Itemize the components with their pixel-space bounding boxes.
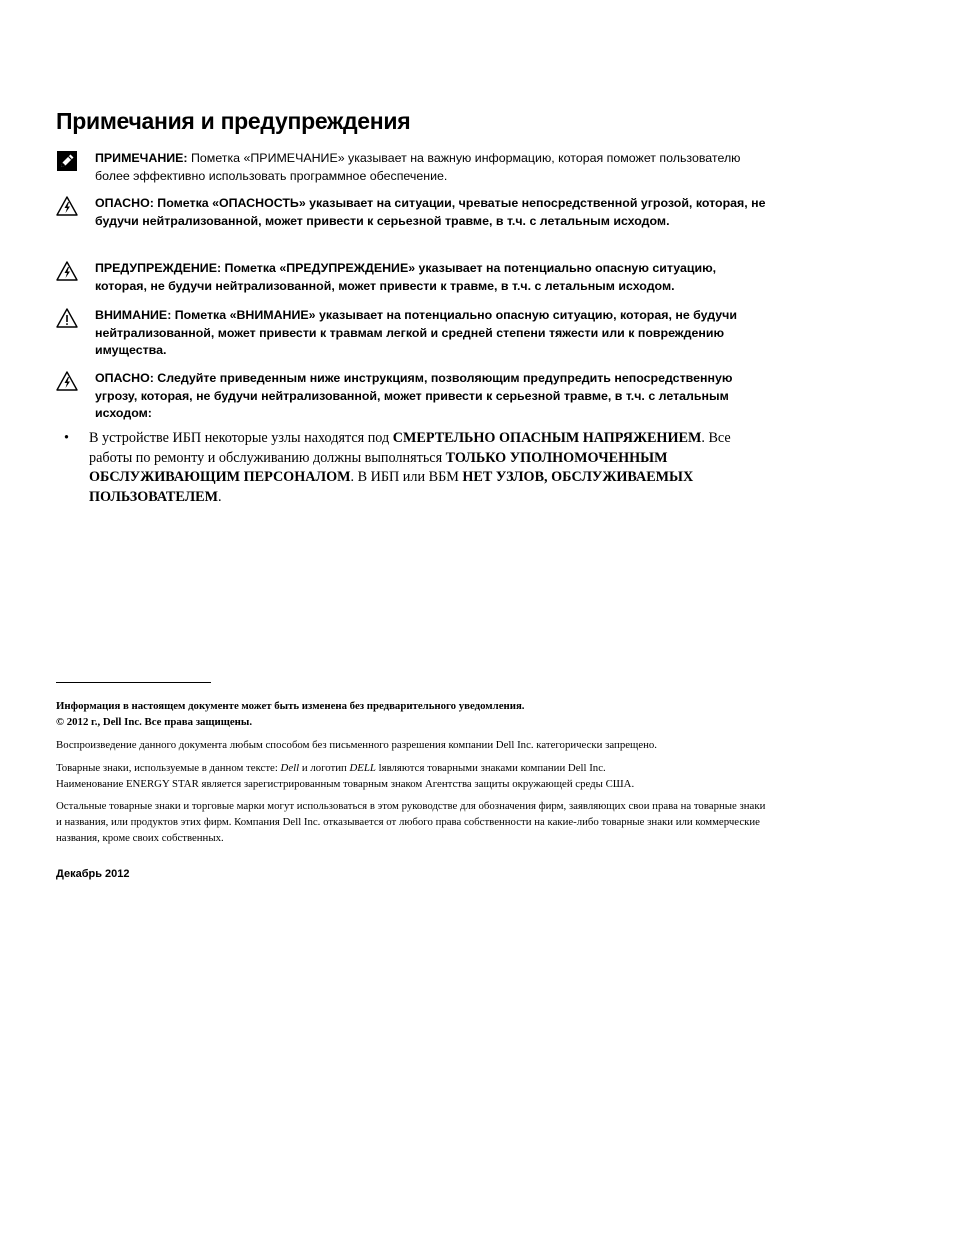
footnote-divider [56, 682, 211, 683]
pencil-note-icon [56, 150, 78, 172]
electric-hazard-icon [56, 195, 78, 217]
danger-instructions-text: Следуйте приведенным ниже инструкциям, позволяющим предупредить непосредственную угрозу, которая, не будучи нейтрализованной, может привести к серьезной травме, в т.ч. с летальным исходом: [95, 371, 733, 420]
trademarks-text: lявляются товарными знаками компании Dell Inc. [375, 762, 606, 774]
trademark-dell-logo: DELL [349, 762, 376, 774]
danger-instructions-label: ОПАСНО: [95, 371, 154, 385]
safety-bullet-list [56, 429, 756, 507]
caution-text: Пометка «ВНИМАНИЕ» указывает на потенциально опасную ситуацию, которая, не будучи нейтрализованной, может привести к травмам легкой и средней степени тяжести или к повреждению имущества. [95, 308, 737, 357]
danger-label: ОПАСНО: [95, 196, 154, 210]
warning-label: ПРЕДУПРЕЖДЕНИЕ: [95, 261, 222, 275]
trademark-dell: Dell [280, 762, 300, 774]
warning-text: Пометка «ПРЕДУПРЕЖДЕНИЕ» указывает на потенциально опасную ситуацию, которая, не будучи нейтрализованной, может привести к травме, в т.ч. с летальным исходом. [95, 261, 717, 293]
energy-star-line: Наименование ENERGY STAR является зарегистрированным товарным знаком Агентства защиты окружающей среды США. [56, 778, 635, 790]
danger-instructions-notice [56, 370, 766, 423]
trademarks-text: Товарные знаки, используемые в данном тексте: [56, 762, 281, 774]
bullet-bold-voltage: СМЕРТЕЛЬНО ОПАСНЫМ НАПРЯЖЕНИЕМ [392, 430, 702, 446]
trademarks-text: и логотип [299, 762, 350, 774]
danger-notice [56, 195, 766, 230]
note-text: Пометка «ПРИМЕЧАНИЕ» указывает на важную информацию, которая поможет пользователю более эффективно использовать программное обеспечение. [95, 151, 741, 183]
bullet-marker: • [64, 430, 69, 446]
bullet-bold-personnel: ТОЛЬКО УПОЛНОМОЧЕННЫМ ОБСЛУЖИВАЮЩИМ ПЕРСОНАЛОМ [89, 449, 668, 485]
copyright-line: © 2012 г., Dell Inc. Все права защищены. [56, 716, 253, 728]
note-notice [56, 150, 766, 185]
caution-label: ВНИМАНИЕ: [95, 308, 172, 322]
footnote-trademarks [56, 760, 766, 792]
list-item [56, 429, 756, 507]
info-line: Информация в настоящем документе может быть изменена без предварительного уведомления. [56, 700, 525, 712]
exclamation-warning-icon [56, 307, 78, 329]
footnote-reproduction: Воспроизведение данного документа любым способом без письменного разрешения компании Dell Inc. категорически запрещено. [56, 739, 657, 751]
warning-notice [56, 260, 766, 295]
electric-hazard-icon [56, 370, 78, 392]
note-label: ПРИМЕЧАНИЕ: [95, 151, 188, 165]
publication-date: Декабрь 2012 [56, 868, 130, 880]
bullet-text-part: В устройстве ИБП некоторые узлы находятся под [89, 430, 393, 446]
danger-text: Пометка «ОПАСНОСТЬ» указывает на ситуации, чреватые непосредственной угрозой, которая, не будучи нейтрализованной, может привести к серьезной травме, в т.ч. с летальным исходом. [95, 196, 766, 228]
electric-hazard-icon [56, 260, 78, 282]
footnote-info [56, 698, 766, 730]
caution-notice [56, 307, 766, 360]
page-title: Примечания и предупреждения [56, 108, 411, 134]
bullet-text-part: . [218, 488, 222, 505]
footnote-other-marks: Остальные товарные знаки и торговые марки могут использоваться в этом руководстве для обозначения фирм, заявляющих свои права на товарные знаки и названия, или продуктов этих фирм. Компания Dell Inc. отказывается от любого права собственности на какие-либо товарные знаки или коммерческие названия, кроме своих собственных. [56, 800, 766, 844]
bullet-text-part: . В ИБП или ВБМ [350, 469, 463, 485]
bullet-bold-no-user-parts: НЕТ УЗЛОВ, ОБСЛУЖИВАЕМЫХ ПОЛЬЗОВАТЕЛЕМ [89, 469, 694, 505]
bullet-text-part: . Все работы по ремонту и обслуживанию должны выполняться [89, 430, 731, 466]
